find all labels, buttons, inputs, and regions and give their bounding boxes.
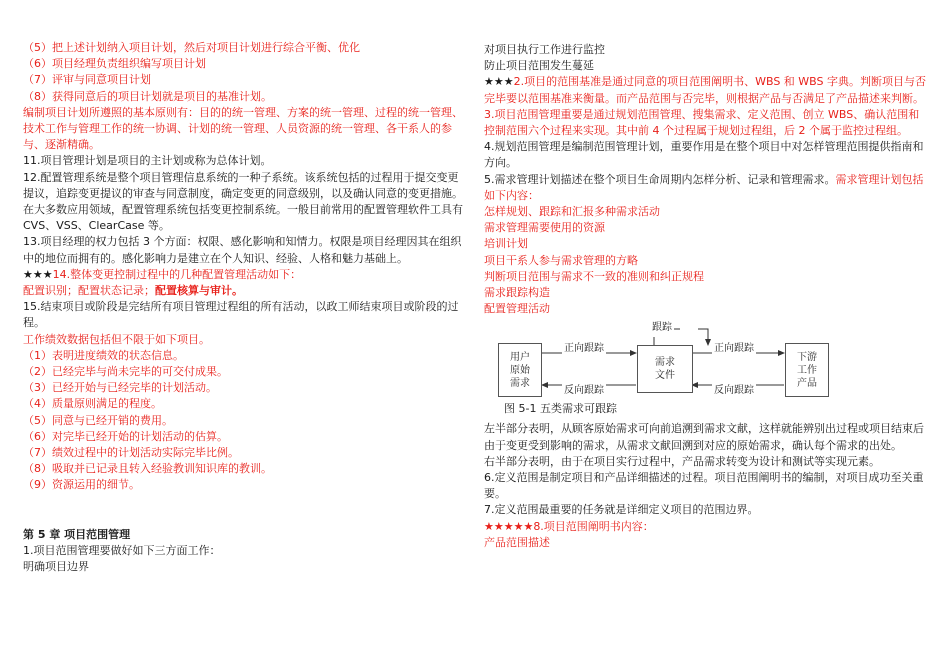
forward-label-right: 正向跟踪	[712, 341, 756, 357]
text-line: 1.项目范围管理要做好如下三方面工作：	[23, 543, 221, 557]
traceability-figure	[484, 323, 924, 421]
list-item: （9）资源运用的细节。	[23, 478, 140, 492]
list-item: （8）吸取并已记录且转入经验教训知识库的教训。	[23, 462, 272, 476]
item-2	[484, 74, 926, 106]
list-item: 需求管理需要使用的资源	[484, 221, 605, 235]
stars: ★★★	[484, 75, 514, 89]
item-8-heading	[484, 519, 926, 535]
text-line: 产品范围描述	[484, 535, 550, 549]
list-item: （4）质量原则满足的程度。	[23, 397, 162, 411]
text-line: （6）项目经理负责组织编写项目计划	[23, 57, 206, 71]
activities-bold-text: 配置核算与审计。	[155, 284, 243, 298]
list-item: （3）已经开始与已经完毕的计划活动。	[23, 381, 217, 395]
paragraph: 编制项目计划所遵照的基本原则有：目的的统一管理、方案的统一管理、过程的统一管理、技术工作与管理工作的统一协调、计划的统一管理、人员资源的统一管理、各干系人的参与、逐渐精确。	[23, 105, 463, 152]
item-14-heading	[23, 267, 463, 283]
chapter-title: 第 5 章 项目范围管理	[23, 527, 131, 541]
backward-label-left: 反向跟踪	[562, 383, 606, 399]
paragraph: 13.项目经理的权力包括 3 个方面：权限、感化影响和知情力。权限是项目经理因其在组织中的地位而拥有的。感化影响力是建立在个人知识、经验、人格和魅力基础上。	[23, 235, 462, 265]
item-2-text: 2.项目的范围基准是通过同意的项目范围阐明书、WBS 和 WBS 字典。判断项目与否完毕要以范围基准来衡量。而产品范围与否完毕，则根据产品与否满足了产品描述来判断。	[484, 75, 927, 105]
stars: ★★★★★	[484, 519, 534, 533]
loop-arrow	[698, 329, 708, 345]
paragraph: 左半部分表明，从顾客原始需求可向前追溯到需求文献，这样就能辨别出过程或项目结束后由于变更受到影响的需求，从需求文献回溯到对应的原始需求，确认每个需求的出处。	[484, 422, 924, 452]
backward-label-right: 反向跟踪	[712, 383, 756, 399]
left-column	[23, 40, 463, 575]
text-line: 防止项目范围发生蔓延	[484, 59, 594, 73]
list-item: （7）绩效过程中的计划活动实际完毕比例。	[23, 446, 239, 460]
paragraph: 12.配置管理系统是整个项目管理信息系统的一种子系统。该系统包括的过程用于提交变更提议，追踪变更提议的审查与同意制度，确定变更的同意级别，以及确认同意的变更措施。在大多数应用领域，配置管理系统包括变更控制系统。一般目前常用的配置管理软件工具有 CVS、VSS、ClearCase 等。	[23, 170, 463, 233]
right-column	[484, 42, 926, 551]
paragraph: 右半部分表明，由于在项目实行过程中，产品需求转变为设计和测试等实现元素。	[484, 454, 880, 468]
list-item: 培训计划	[484, 237, 528, 251]
figure-caption: 图 5-1 五类需求可跟踪	[504, 402, 617, 416]
paragraph: 6.定义范围是制定项目和产品详细描述的过程。项目范围阐明书的编制，对项目成功至关重要。	[484, 471, 924, 501]
user-requirements-box: 用户 原始 需求	[498, 343, 542, 397]
item-14-title: 14.整体变更控制过程中的几种配置管理活动如下：	[52, 267, 302, 281]
requirements-doc-box: 需求 文件	[637, 345, 693, 393]
stars: ★★★	[23, 267, 53, 281]
paragraph: 7.定义范围最重要的任务就是详细定义项目的范围边界。	[484, 503, 759, 517]
text-line: （5）把上述计划纳入项目计划，然后对项目计划进行综合平衡、优化	[23, 41, 360, 54]
text-line: （8）获得同意后的项目计划就是项目的基准计划。	[23, 89, 272, 103]
list-item: 怎样规划、跟踪和汇报多种需求活动	[484, 205, 660, 219]
item-8-title: 8.项目范围阐明书内容：	[533, 519, 654, 533]
list-item: 项目干系人参与需求管理的方略	[484, 253, 638, 267]
paragraph: 11.项目管理计划是项目的主计划或称为总体计划。	[23, 154, 272, 168]
list-item: （6）对完毕已经开始的计划活动的估算。	[23, 429, 228, 443]
activities-text: 配置识别；配置状态记录；	[23, 284, 155, 298]
downstream-products-box: 下游 工作 产品	[785, 343, 829, 397]
item-5-text: 5.需求管理计划描述在整个项目生命周期内怎样分析、记录和管理需求。	[484, 172, 836, 186]
list-item: （5）同意与已经开销的费用。	[23, 413, 173, 427]
paragraph: 4.规划范围管理是编制范围管理计划，重要作用是在整个项目中对怎样管理范围提供指南和方向。	[484, 140, 924, 170]
text-line: （7）评审与同意项目计划	[23, 73, 151, 87]
item-5-red: 需求管理计划包括如下内容：	[484, 172, 924, 202]
forward-label-left: 正向跟踪	[562, 341, 606, 357]
list-item: （2）已经完毕与尚未完毕的可交付成果。	[23, 365, 228, 379]
paragraph: 15.结束项目或阶段是完结所有项目管理过程组的所有活动，以政工师结束项目或阶段的过程。	[23, 300, 459, 330]
text-line: 工作绩效数据包括但不限于如下项目。	[23, 332, 210, 346]
list-item: 需求跟踪构造	[484, 286, 550, 300]
track-label: 跟踪	[650, 320, 674, 336]
item-5	[484, 172, 926, 204]
list-item: 判断项目范围与需求不一致的准则和纠正规程	[484, 269, 704, 283]
paragraph: 3.项目范围管理重要是通过规划范围管理、搜集需求、定义范围、创立 WBS、确认范围和控制范围六个过程来实现。其中前 4 个过程属于规划过程组，后 2 个属于监控过程组。	[484, 107, 920, 138]
text-line: 明确项目边界	[23, 560, 89, 574]
item-14-activities	[23, 283, 463, 299]
list-item: 配置管理活动	[484, 302, 550, 316]
text-line: 对项目执行工作进行监控	[484, 43, 605, 56]
list-item: （1）表明进度绩效的状态信息。	[23, 348, 184, 362]
